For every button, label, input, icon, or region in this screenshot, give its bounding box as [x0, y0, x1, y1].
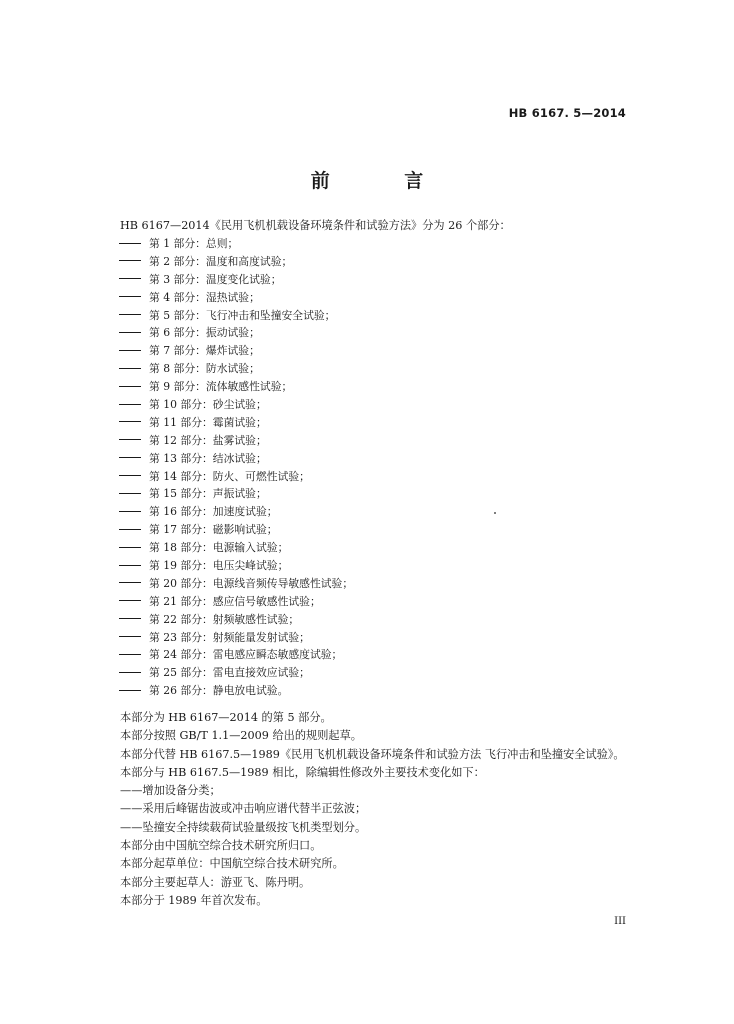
dash-marker: [119, 404, 141, 405]
list-item: 第 14 部分：防火、可燃性试验；: [119, 468, 353, 486]
intro-paragraph: HB 6167—2014《民用飞机机载设备环境条件和试验方法》分为 26 个部分：: [120, 219, 511, 232]
dash-marker: [119, 618, 141, 619]
dash-marker: [119, 565, 141, 566]
page-number: III: [614, 916, 626, 927]
list-item: 第 19 部分：电压尖峰试验；: [119, 557, 353, 575]
list-item: 第 12 部分：盐雾试验；: [119, 432, 353, 450]
list-item: 第 2 部分：温度和高度试验；: [119, 253, 353, 271]
list-item: 第 5 部分：飞行冲击和坠撞安全试验；: [119, 307, 353, 325]
list-item: 第 25 部分：雷电直接效应试验；: [119, 664, 353, 682]
dash-marker: [119, 493, 141, 494]
list-item: 第 8 部分：防水试验；: [119, 360, 353, 378]
list-item: 第 7 部分：爆炸试验；: [119, 342, 353, 360]
dash-marker: [119, 672, 141, 673]
dash-marker: [119, 421, 141, 422]
note-line: 本部分起草单位：中国航空综合技术研究所。: [120, 857, 344, 871]
dash-marker: [119, 350, 141, 351]
dash-marker: [119, 439, 141, 440]
dash-marker: [119, 260, 141, 261]
dash-marker: [119, 332, 141, 333]
note-line: 本部分代替 HB 6167.5—1989《民用飞机机载设备环境条件和试验方法 飞行冲击和坠撞安全试验》。: [120, 747, 625, 761]
note-line: 本部分与 HB 6167.5—1989 相比，除编辑性修改外主要技术变化如下：: [120, 765, 485, 779]
dash-marker: [119, 654, 141, 655]
list-item: 第 9 部分：流体敏感性试验；: [119, 378, 353, 396]
dash-marker: [119, 547, 141, 548]
list-item: 第 17 部分：磁影响试验；: [119, 521, 353, 539]
dash-marker: [119, 600, 141, 601]
dash-marker: [119, 278, 141, 279]
dash-marker: [119, 368, 141, 369]
list-item: 第 3 部分：温度变化试验；: [119, 271, 353, 289]
dash-marker: [119, 582, 141, 583]
list-item: 第 10 部分：砂尘试验；: [119, 396, 353, 414]
scan-speck: [494, 512, 496, 514]
list-item: 第 23 部分：射频能量发射试验；: [119, 629, 353, 647]
list-item: 第 11 部分：霉菌试验；: [119, 414, 353, 432]
list-item: 第 24 部分：雷电感应瞬态敏感度试验；: [119, 646, 353, 664]
note-line: ——采用后峰锯齿波或冲击响应谱代替半正弦波；: [120, 802, 367, 816]
list-item: 第 6 部分：振动试验；: [119, 324, 353, 342]
dash-marker: [119, 529, 141, 530]
document-code: HB 6167. 5—2014: [508, 106, 626, 120]
parts-list: [119, 235, 353, 700]
note-line: ——增加设备分类；: [120, 784, 221, 798]
page-title: 前 言: [310, 170, 458, 192]
list-item: 第 16 部分：加速度试验；: [119, 503, 353, 521]
list-item: 第 15 部分：声振试验；: [119, 485, 353, 503]
note-line: 本部分为 HB 6167—2014 的第 5 部分。: [120, 711, 332, 724]
list-item: 第 18 部分：电源输入试验；: [119, 539, 353, 557]
dash-marker: [119, 511, 141, 512]
dash-marker: [119, 386, 141, 387]
list-item: 第 1 部分：总则；: [119, 235, 353, 253]
note-line: ——坠撞安全持续载荷试验量级按飞机类型划分。: [120, 820, 367, 834]
dash-marker: [119, 457, 141, 458]
dash-marker: [119, 475, 141, 476]
dash-marker: [119, 243, 141, 244]
dash-marker: [119, 690, 141, 691]
list-item: 第 4 部分：湿热试验；: [119, 289, 353, 307]
note-line: 本部分按照 GB/T 1.1—2009 给出的规则起草。: [120, 729, 362, 743]
note-line: 本部分于 1989 年首次发布。: [120, 893, 268, 907]
list-item: 第 13 部分：结冰试验；: [119, 450, 353, 468]
dash-marker: [119, 314, 141, 315]
list-item: 第 26 部分：静电放电试验。: [119, 682, 353, 700]
list-item: 第 21 部分：感应信号敏感性试验；: [119, 593, 353, 611]
list-item: 第 20 部分：电源线音频传导敏感性试验；: [119, 575, 353, 593]
notes-list: [120, 709, 625, 910]
note-line: 本部分主要起草人：游亚飞、陈丹明。: [120, 875, 311, 889]
dash-marker: [119, 636, 141, 637]
dash-marker: [119, 296, 141, 297]
note-line: 本部分由中国航空综合技术研究所归口。: [120, 839, 322, 853]
list-item: 第 22 部分：射频敏感性试验；: [119, 611, 353, 629]
